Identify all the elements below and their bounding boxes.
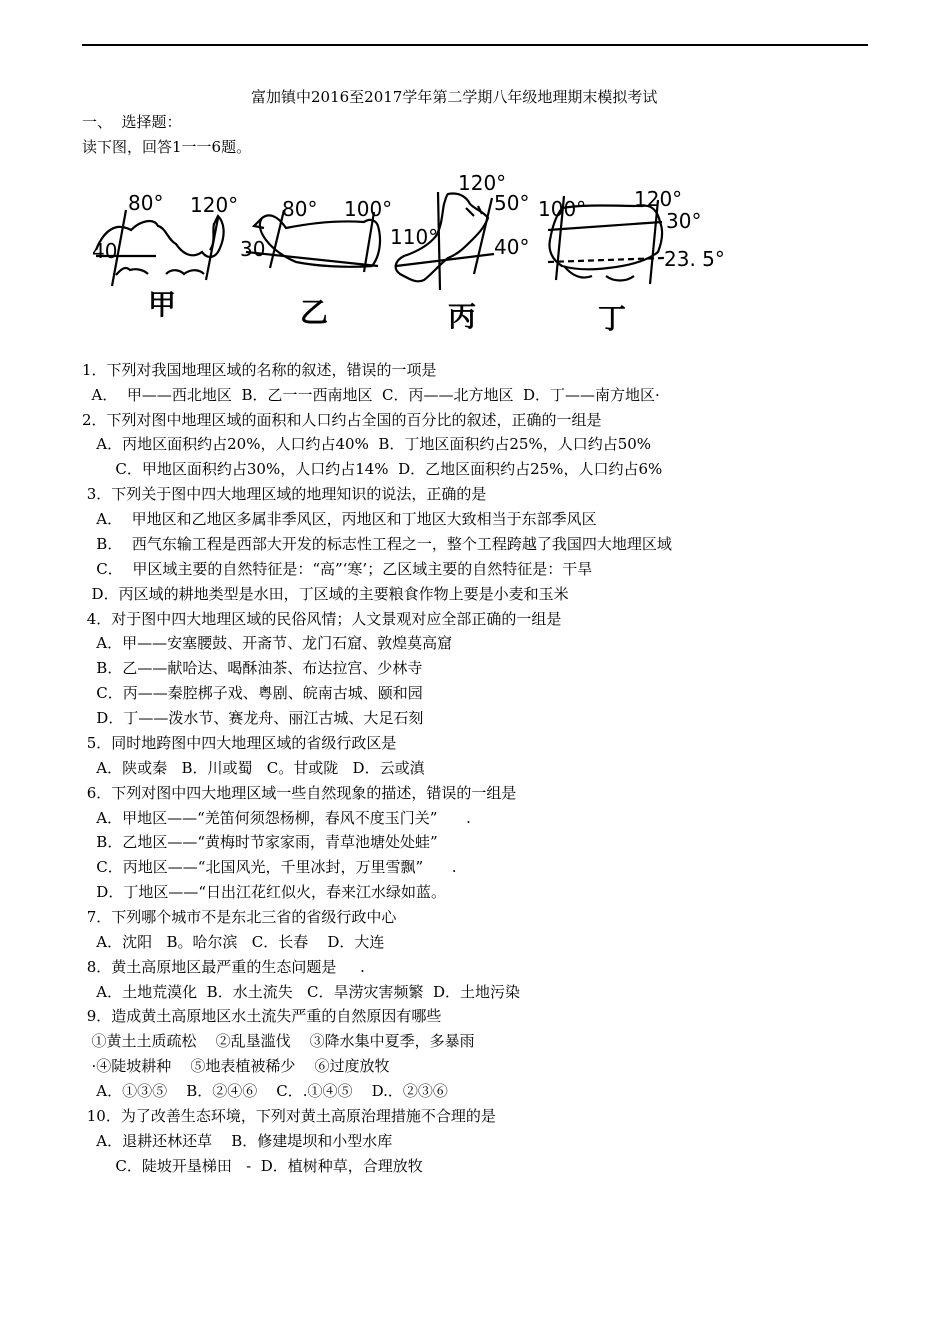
jia-label-80: 80° [128,191,164,215]
q2-options-cd: C．甲地区面积约占30%，人口约占14% D．乙地区面积约占25%，人口约占6% [82,460,663,478]
q4-option-b: B．乙——献哈达、喝酥油茶、布达拉宫、少林寺 [82,659,423,677]
q6-option-b: B．乙地区——“黄梅时节家家雨，青草池塘处处蛙” [82,833,438,851]
bing-label-50: 50° [494,191,530,215]
q7-options: A．沈阳 B。哈尔滨 C．长春 D．大连 [82,933,385,951]
bing-label-40: 40° [494,235,530,259]
q10-options-cd: C．陡坡开垦梯田 - D．植树种草，合理放牧 [82,1157,423,1175]
q3-option-c: C． 甲区域主要的自然特征是：“高”‘寒’；乙区域主要的自然特征是：干旱 [82,560,593,578]
q6-option-d: D．丁地区——“日出江花红似火，春来江水绿如蓝。 [82,883,447,901]
question-5: 5．同时地跨图中四大地理区域的省级行政区是 [82,734,397,752]
q2-options-ab: A．丙地区面积约占20%，人口约占40% B．丁地区面积约占25%，人口约占50% [82,435,652,453]
q3-option-d: D．丙区域的耕地类型是水田，丁区域的主要粮食作物上要是小麦和玉米 [82,585,569,603]
ding-label-23-5: 23. 5° [664,247,725,271]
q9-items-1: ①黄土土质疏松 ②乱垦滥伐 ③降水集中夏季，多暴雨 [82,1032,475,1050]
region-bing-label: 丙 [448,300,477,333]
q6-option-c: C．丙地区——“北国风光，千里冰封，万里雪飘” . [82,858,457,876]
section-heading: 一、 选择题： [82,113,182,131]
question-2: 2．下列对图中地理区域的面积和人口约占全国的百分比的叙述，正确的一组是 [82,411,602,429]
region-ding-label: 丁 [598,302,627,335]
region-map-figure [86,170,736,340]
q4-option-d: D．丁——泼水节、赛龙舟、丽江古城、大足石刻 [82,709,424,727]
q9-options: A．①③⑤ B．②④⑥ C．.①④⑤ D.．②③⑥ [82,1082,448,1100]
yi-label-80: 80° [282,197,318,221]
q1-options: A． 甲——西北地区 B．乙一一西南地区 C．丙——北方地区 D．丁——南方地区· [82,386,660,404]
q3-option-a: A． 甲地区和乙地区多属非季风区，丙地区和丁地区大致相当于东部季风区 [82,510,597,528]
ding-label-120: 120° [634,187,683,211]
q9-items-2: ·④陡坡耕种 ⑤地表植被稀少 ⑥过度放牧 [82,1057,390,1075]
question-7: 7．下列哪个城市不是东北三省的省级行政中心 [82,908,397,926]
region-yi-label: 乙 [300,296,329,329]
q10-options-ab: A．退耕还林还草 B．修建堤坝和小型水库 [82,1132,393,1150]
q6-option-a: A．甲地区——“羌笛何须怨杨柳，春风不度玉门关” . [82,809,471,827]
bing-label-120: 120° [458,171,507,195]
ding-label-100: 100° [538,197,587,221]
ding-label-30: 30° [666,209,702,233]
yi-label-100: 100° [344,197,393,221]
question-9: 9．造成黄土高原地区水土流失严重的自然原因有哪些 [82,1007,442,1025]
region-jia-label: 甲 [148,288,177,321]
section-instruction: 读下图，回答1一一6题。 [82,138,252,156]
question-1: 1．下列对我国地理区域的名称的叙述，错误的一项是 [82,361,437,379]
question-6: 6．下列对图中四大地理区域一些自然现象的描述，错误的一组是 [82,784,517,802]
q5-options: A．陕或秦 B．川或蜀 C。甘或陇 D．云或滇 [82,759,425,777]
bing-label-110: 110° [390,225,439,249]
q8-options: A．土地荒漠化 B．水土流失 C．旱涝灾害频繁 D．土地污染 [82,983,521,1001]
jia-label-120: 120° [190,193,239,217]
question-3: 3．下列关于图中四大地理区域的地理知识的说法，正确的是 [82,485,487,503]
yi-label-30: 30 [240,237,266,261]
question-8: 8．黄土高原地区最严重的生态问题是 . [82,958,365,976]
top-rule [82,44,868,46]
question-4: 4．对于图中四大地理区域的民俗风情；人文景观对应全部正确的一组是 [82,610,562,628]
q4-option-a: A．甲——安塞腰鼓、开斋节、龙门石窟、敦煌莫高窟 [82,634,453,652]
q4-option-c: C．丙——秦腔梆子戏、粤剧、皖南古城、颐和园 [82,684,423,702]
jia-label-40: 40 [92,239,118,263]
page-title: 富加镇中2016至2017学年第二学期八年级地理期末模拟考试 [251,88,658,106]
question-10: 10．为了改善生态环境，下列对黄土高原治理措施不合理的是 [82,1107,496,1125]
q3-option-b: B． 西气东输工程是西部大开发的标志性工程之一，整个工程跨越了我国四大地理区域 [82,535,672,553]
